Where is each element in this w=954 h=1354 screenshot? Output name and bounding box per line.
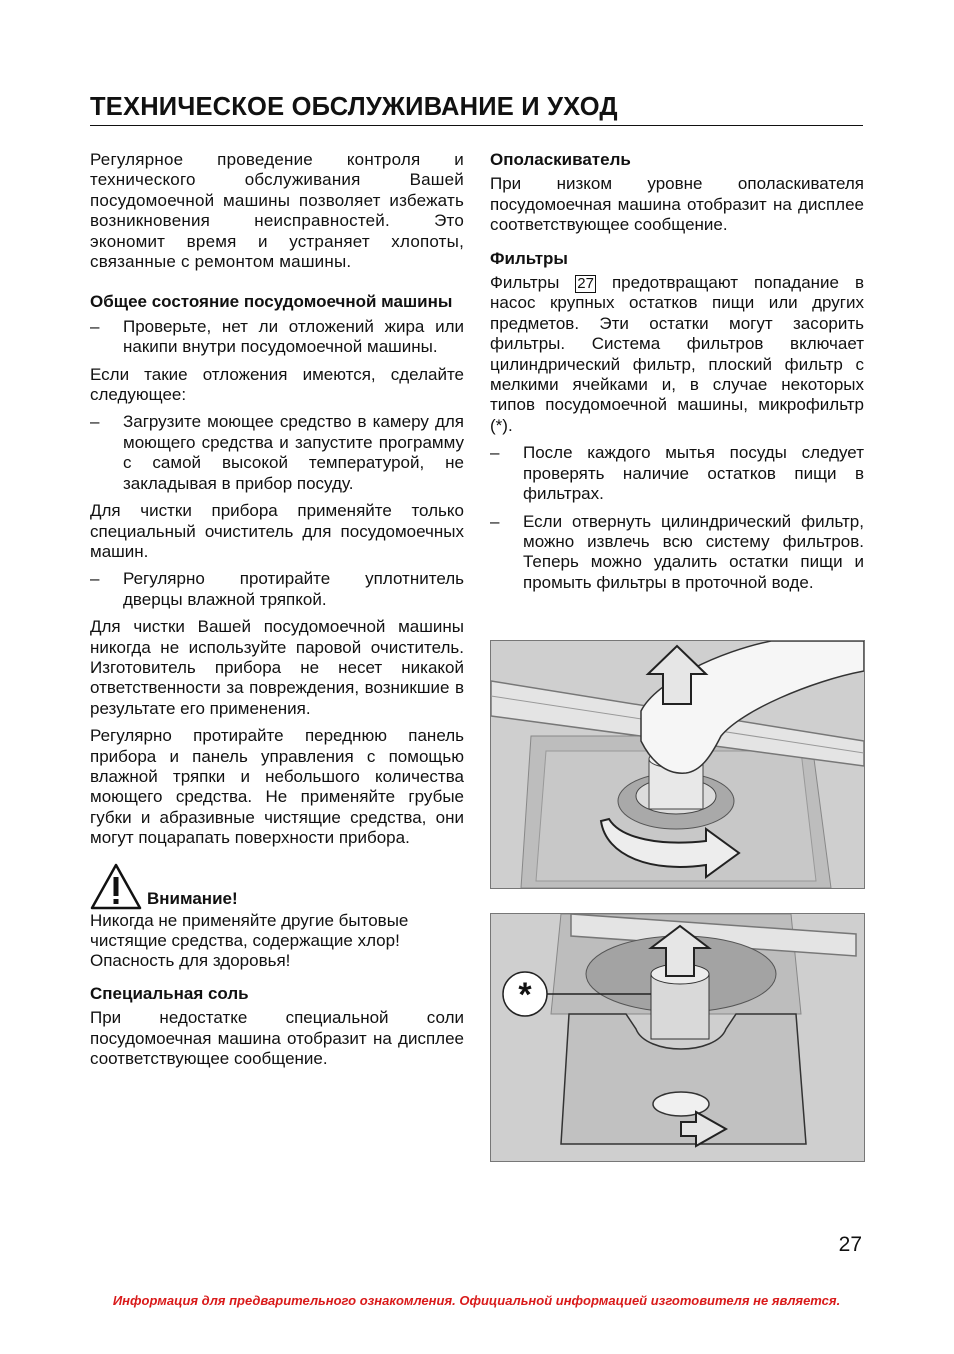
list-item: – Загрузите моющее средство в камеру для моющего средства и запустите программу с самой высокой температурой, не закладывая в прибор посуду. — [90, 412, 464, 493]
rinse-text: При низком уровне ополаскивателя посудомоечная машина отобразит на дисплее соответствующее сообщение. — [490, 174, 864, 235]
list-item-text: Регулярно протирайте уплотнитель дверцы влажной тряпкой. — [123, 569, 464, 609]
filter-unscrew-image — [491, 641, 864, 888]
list-item-text: Загрузите моющее средство в камеру для моющего средства и запустите программу с самой высокой температурой, не закладывая в прибор посуду. — [123, 412, 464, 493]
warning-triangle-icon — [90, 863, 142, 911]
list-item-text: Если отвернуть цилиндрический фильтр, можно извлечь всю систему фильтров. Теперь можно удалить остатки пищи и промыть фильтры в проточной воде. — [523, 511, 864, 592]
filter-assembly-image — [491, 914, 864, 1161]
filter-removal-illustration — [490, 640, 865, 889]
page-number: 27 — [838, 1233, 862, 1256]
disclaimer-footer: Информация для предварительного ознакомления. Официальной информацией изготовителя не является. — [112, 1293, 841, 1308]
microfilter-marker: * — [518, 976, 532, 1014]
right-column — [490, 150, 864, 600]
figure-ref-badge: 27 — [577, 275, 594, 293]
warning-header — [90, 863, 464, 911]
salt-text: При недостатке специальной соли посудомоечная машина отобразит на дисплее соответствующее сообщение. — [90, 1008, 464, 1069]
paragraph: Если такие отложения имеются, сделайте следующее: — [90, 364, 464, 405]
paragraph: Регулярно протирайте переднюю панель прибора и панель управления с помощью влажной тряпки и небольшого количества моющего средства. Не применяйте грубые губки и абразивные чистящие средства, они могут поцарапать поверхности прибора. — [90, 726, 464, 848]
page-title: ТЕХНИЧЕСКОЕ ОБСЛУЖИВАНИЕ И УХОД — [90, 92, 863, 126]
list-item-text: Проверьте, нет ли отложений жира или накипи внутри посудомоечной машины. — [123, 316, 464, 357]
microfilter-illustration — [490, 913, 865, 1162]
filters-heading: Фильтры — [490, 248, 568, 268]
general-state-heading: Общее состояние посудомоечной машины — [90, 292, 453, 312]
list-item: – Если отвернуть цилиндрический фильтр, можно извлечь всю систему фильтров. Теперь можно удалить остатки пищи и промыть фильтры в проточной воде. — [490, 511, 864, 592]
list-item: – Регулярно протирайте уплотнитель дверцы влажной тряпкой. — [90, 569, 464, 609]
intro-paragraph: Регулярное проведение контроля и технического обслуживания Вашей посудомоечной машины позволяет избежать возникновения неисправностей. Это экономит время и устраняет хлопоты, связанные с ремонтом машины. — [90, 150, 464, 272]
rinse-heading: Ополаскиватель — [490, 150, 631, 169]
paragraph: Для чистки Вашей посудомоечной машины никогда не используйте паровой очиститель. Изготовитель прибора не несет никакой ответственности за повреждения, возникшие в результате его применения. — [90, 617, 464, 718]
warning-text: Никогда не применяйте другие бытовые чистящие средства, содержащие хлор! Опасность для здоровья! — [90, 910, 409, 971]
salt-heading: Специальная соль — [90, 983, 249, 1003]
list-item-text: После каждого мытья посуды следует проверять наличие остатков пищи в фильтрах. — [523, 443, 864, 504]
left-column — [90, 150, 464, 1076]
list-item: – Проверьте, нет ли отложений жира или накипи внутри посудомоечной машины. — [90, 316, 464, 357]
warning-label: Внимание! — [147, 889, 238, 909]
filters-text: Фильтры 27 предотвращают попадание в насос крупных остатков пищи или других предметов. Эти остатки могут засорить фильтры. Система фильтров включает цилиндрический фильтр, плоский фильтр с мелкими ячейками и, в случае некоторых типов посудомоечной машины, микрофильтр (*). — [490, 273, 864, 435]
list-item: – После каждого мытья посуды следует проверять наличие остатков пищи в фильтрах. — [490, 443, 864, 504]
paragraph: Для чистки прибора применяйте только специальный очиститель для посудомоечных машин. — [90, 501, 464, 561]
